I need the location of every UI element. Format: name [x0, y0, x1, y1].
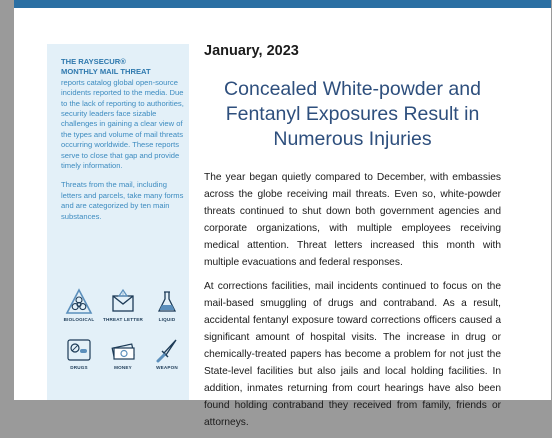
icon-label-drugs: DRUGS: [70, 365, 88, 370]
sidebar-intro: [61, 57, 185, 171]
threat-category-weapon: [145, 337, 189, 371]
threat-category-liquid: [145, 289, 189, 323]
threat-category-drugs: [57, 337, 101, 371]
threat-category-biological: [57, 289, 101, 323]
document-page: [14, 0, 551, 428]
liquid-flask-icon: [154, 289, 180, 315]
sidebar-heading-line2: MONTHLY MAIL THREAT: [61, 67, 151, 77]
article-paragraph-1: The year began quietly compared to December, with embassies across the globe receiving mail threats. Even so, white-powder threats continued to shut down both government agencies and corporate organizations, with multiple employees receiving medical attention. Threat letters increased this month with multiple evacuations and federal responses.: [204, 172, 501, 268]
drugs-pills-icon: [66, 337, 92, 363]
money-icon: [110, 337, 136, 363]
biohazard-icon: [66, 289, 92, 315]
sidebar-paragraph-1: reports catalog global open-source incidents reported to the media. Due to the lack of reporting to authorities, security leaders face sizable challenges in gaining a clear view of the types and volume of mail threats occurring worldwide. These reports serve to close that gap and provide timely information.: [61, 77, 184, 171]
icon-label-biological: BIOLOGICAL: [63, 317, 95, 322]
header-accent-bar: [14, 0, 551, 8]
sidebar-panel: [47, 44, 189, 400]
article-title: Concealed White-powder and Fentanyl Exposures Result in Numerous Injuries: [224, 78, 481, 150]
article-paragraph-2: At corrections facilities, mail incidents continued to focus on the mail-based smuggling of drugs and contraband. As a result, accidental fentanyl exposure toward corrections officers caused a significant amount of hospital visits. The increase in drug or chemically-treated papers has become a problem for not just the State-level facilities but also jails and local holding facilities. In addition, inmates returning from court hearings have also been found holding contraband they received from family, friends or attorneys.: [204, 281, 501, 428]
icon-label-liquid: LIQUID: [158, 317, 176, 322]
threat-category-threat-letter: [101, 289, 145, 323]
svg-text:!: !: [122, 291, 124, 297]
icon-label-weapon: WEAPON: [156, 365, 178, 370]
threat-category-money: [101, 337, 145, 371]
sidebar-heading-line1: THE RAYSECUR®: [61, 57, 126, 66]
sidebar-text: [61, 57, 185, 231]
icon-label-threat-letter: THREAT LETTER: [102, 317, 144, 322]
sidebar-paragraph-2: Threats from the mail, including letters and parcels, take many forms and are categorized by ten main substances.: [61, 180, 184, 221]
article-main: [204, 42, 501, 438]
icon-label-money: MONEY: [114, 365, 132, 370]
report-date: January, 2023: [204, 43, 299, 59]
threat-letter-icon: [110, 289, 136, 315]
article-body: [204, 169, 501, 431]
knife-weapon-icon: [154, 337, 180, 363]
